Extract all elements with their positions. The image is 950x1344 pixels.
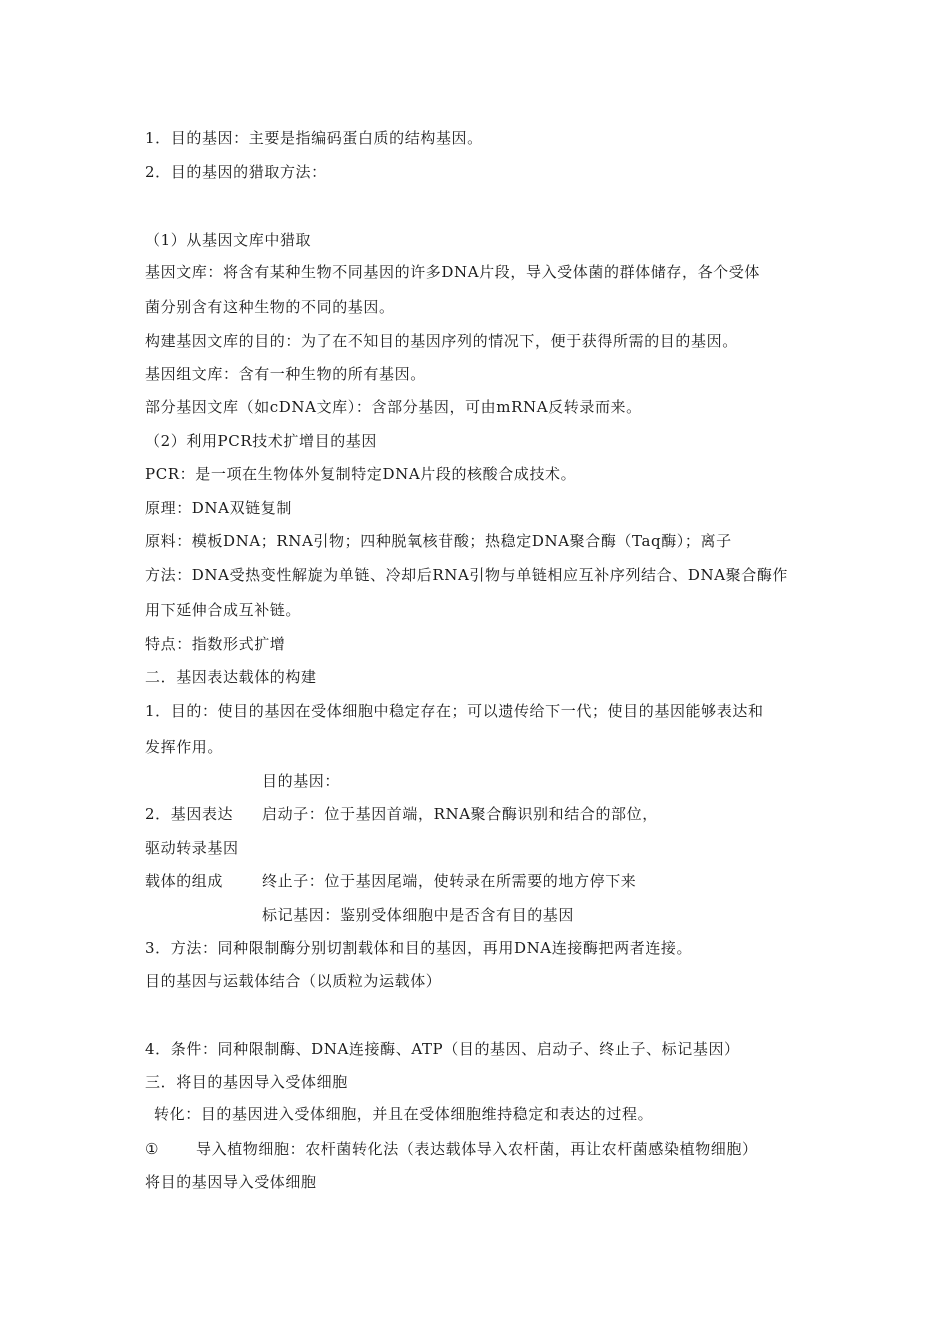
text-line: 将目的基因导入受体细胞: [145, 1173, 317, 1191]
text-line: 基因组文库：含有一种生物的所有基因。: [145, 365, 426, 383]
text-line: 目的基因与运载体结合（以质粒为运载体）: [145, 972, 442, 990]
text-line: 三．将目的基因导入受体细胞: [145, 1073, 348, 1091]
circled-number: ①: [145, 1140, 160, 1158]
text-line: （1）从基因文库中猎取: [145, 231, 312, 249]
text-line: 原理：DNA双链复制: [145, 499, 292, 517]
text-line: 转化：目的基因进入受体细胞，并且在受体细胞维持稳定和表达的过程。: [154, 1105, 654, 1123]
text-line: 载体的组成: [145, 872, 224, 890]
text-line: 3．方法：同种限制酶分别切割载体和目的基因，再用DNA连接酶把两者连接。: [145, 939, 693, 957]
text-line: PCR：是一项在生物体外复制特定DNA片段的核酸合成技术。: [145, 465, 577, 483]
text-line: 4．条件：同种限制酶、DNA连接酶、ATP（目的基因、启动子、终止子、标记基因）: [145, 1040, 740, 1058]
text-line: 2．基因表达: [145, 805, 234, 823]
text-line: 用下延伸合成互补链。: [145, 601, 302, 619]
text-line: 2．目的基因的猎取方法：: [145, 163, 327, 181]
text-line: 目的基因：: [262, 772, 341, 790]
text-line: 终止子：位于基因尾端，使转录在所需要的地方停下来: [262, 872, 637, 890]
text-line: 基因文库：将含有某种生物不同基因的许多DNA片段，导入受体菌的群体储存，各个受体: [145, 263, 760, 281]
text-line: 特点：指数形式扩增: [145, 635, 286, 653]
text-line: （2）利用PCR技术扩增目的基因: [145, 432, 378, 450]
text-line: 部分基因文库（如cDNA文库）：含部分基因，可由mRNA反转录而来。: [145, 398, 642, 416]
text-line: 菌分别含有这种生物的不同的基因。: [145, 298, 395, 316]
text-line: 发挥作用。: [145, 738, 224, 756]
text-line: 驱动转录基因: [145, 839, 239, 857]
text-line: 方法：DNA受热变性解旋为单链、冷却后RNA引物与单链相应互补序列结合、DNA聚合酶作: [145, 566, 789, 584]
text-line: 标记基因：鉴别受体细胞中是否含有目的基因: [262, 906, 575, 924]
text-line: 原料：模板DNA；RNA引物；四种脱氧核苷酸；热稳定DNA聚合酶（Taq酶）；离子: [145, 532, 732, 550]
text-line: 1．目的基因：主要是指编码蛋白质的结构基因。: [145, 129, 483, 147]
text-line: 构建基因文库的目的：为了在不知目的基因序列的情况下，便于获得所需的目的基因。: [145, 332, 738, 350]
text-line: 二．基因表达载体的构建: [145, 668, 317, 686]
text-line: 启动子：位于基因首端，RNA聚合酶识别和结合的部位，: [262, 805, 658, 823]
text-line: 导入植物细胞：农杆菌转化法（表达载体导入农杆菌，再让农杆菌感染植物细胞）: [196, 1140, 758, 1158]
text-line: 1．目的：使目的基因在受体细胞中稳定存在；可以遗传给下一代；使目的基因能够表达和: [145, 702, 764, 720]
